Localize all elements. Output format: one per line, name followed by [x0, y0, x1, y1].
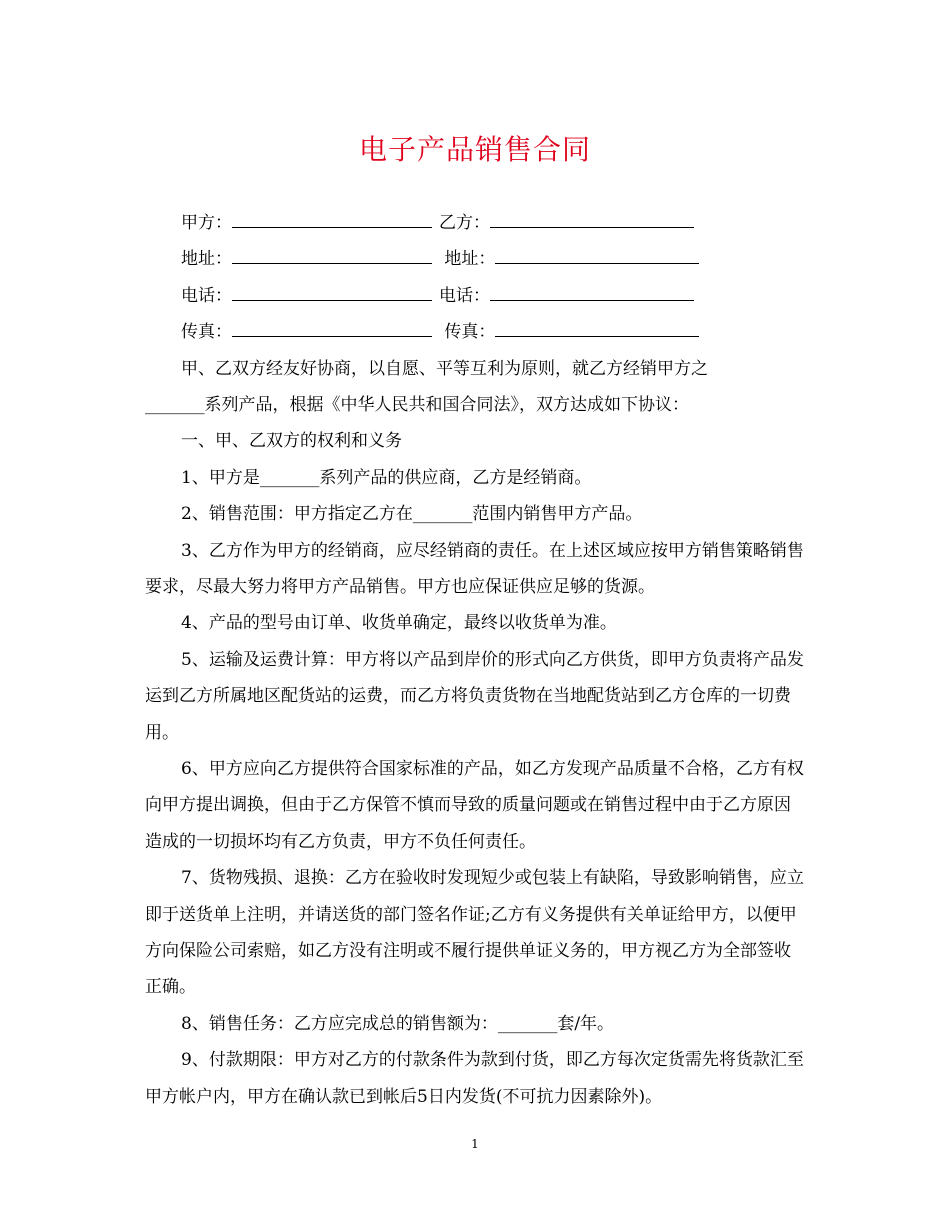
- page-number: 1: [471, 1137, 479, 1151]
- fax-a-label: 传真：: [181, 322, 232, 343]
- fax-a-field: [181, 314, 439, 350]
- phone-b-label: 电话：: [439, 285, 490, 306]
- clause: 8、销售任务：乙方应完成总的销售额为：_______套/年。: [181, 1013, 615, 1034]
- fax-b-label: 传真：: [439, 322, 496, 343]
- page-title: 电子产品销售合同: [358, 133, 591, 166]
- address-b-label: 地址：: [439, 249, 496, 270]
- address-b-blank: [495, 249, 699, 264]
- party-a-blank: [232, 213, 432, 228]
- party-a-field: [181, 205, 439, 241]
- party-b-label: 乙方：: [439, 213, 490, 233]
- clause: 9、付款期限：甲方对乙方的付款条件为款到付货，即乙方每次定货需先将货款汇至甲方帐户内，甲方在确认款已到帐后5日内发货(不可抗力因素除外)。: [145, 1050, 804, 1107]
- paragraph: 甲、乙双方经友好协商，以自愿、平等互利为原则，就乙方经销甲方之: [181, 358, 708, 379]
- paragraph: _______系列产品，根据《中华人民共和国合同法》，双方达成如下协议：: [145, 394, 689, 415]
- phone-a-field: [181, 278, 439, 314]
- clause: 5、运输及运费计算：甲方将以产品到岸价的形式向乙方供货，即甲方负责将产品发运到乙方所属地区配货站的运费，而乙方将负责货物在当地配货站到乙方仓库的一切费用。: [145, 649, 804, 743]
- address-a-blank: [232, 249, 432, 264]
- party-row-address: [181, 241, 805, 277]
- address-a-field: [181, 241, 439, 277]
- party-row-fax: [181, 314, 805, 350]
- phone-a-label: 电话：: [181, 285, 232, 306]
- section-heading: 一、甲、乙双方的权利和义务: [181, 431, 402, 452]
- contract-body: [145, 205, 805, 1115]
- party-row-a: [181, 205, 805, 241]
- party-a-label: 甲方：: [181, 213, 232, 233]
- party-row-phone: [181, 278, 805, 314]
- phone-a-blank: [232, 286, 432, 301]
- party-b-blank: [490, 213, 694, 228]
- address-a-label: 地址：: [181, 249, 232, 270]
- fax-a-blank: [232, 322, 432, 337]
- clause: 3、乙方作为甲方的经销商，应尽经销商的责任。在上述区域应按甲方销售策略销售要求，尽最大努力将甲方产品销售。甲方也应保证供应足够的货源。: [145, 540, 804, 597]
- clause: 7、货物残损、退换：乙方在验收时发现短少或包装上有缺陷，导致影响销售，应立即于送货单上注明，并请送货的部门签名作证;乙方有义务提供有关单证给甲方，以便甲方向保险公司索赔，如乙方没有注明或不履行提供单证义务的，甲方视乙方为全部签收正确。: [145, 868, 804, 998]
- fax-b-blank: [495, 322, 699, 337]
- phone-b-blank: [490, 286, 694, 301]
- clause: 2、销售范围：甲方指定乙方在_______范围内销售甲方产品。: [181, 504, 643, 525]
- clause: 1、甲方是_______系列产品的供应商，乙方是经销商。: [181, 467, 592, 488]
- clause: 6、甲方应向乙方提供符合国家标准的产品，如乙方发现产品质量不合格，乙方有权向甲方提出调换，但由于乙方保管不慎而导致的质量问题或在销售过程中由于乙方原因造成的一切损坏均有乙方负责，甲方不负任何责任。: [145, 759, 804, 852]
- clause: 4、产品的型号由订单、收货单确定，最终以收货单为准。: [181, 613, 617, 634]
